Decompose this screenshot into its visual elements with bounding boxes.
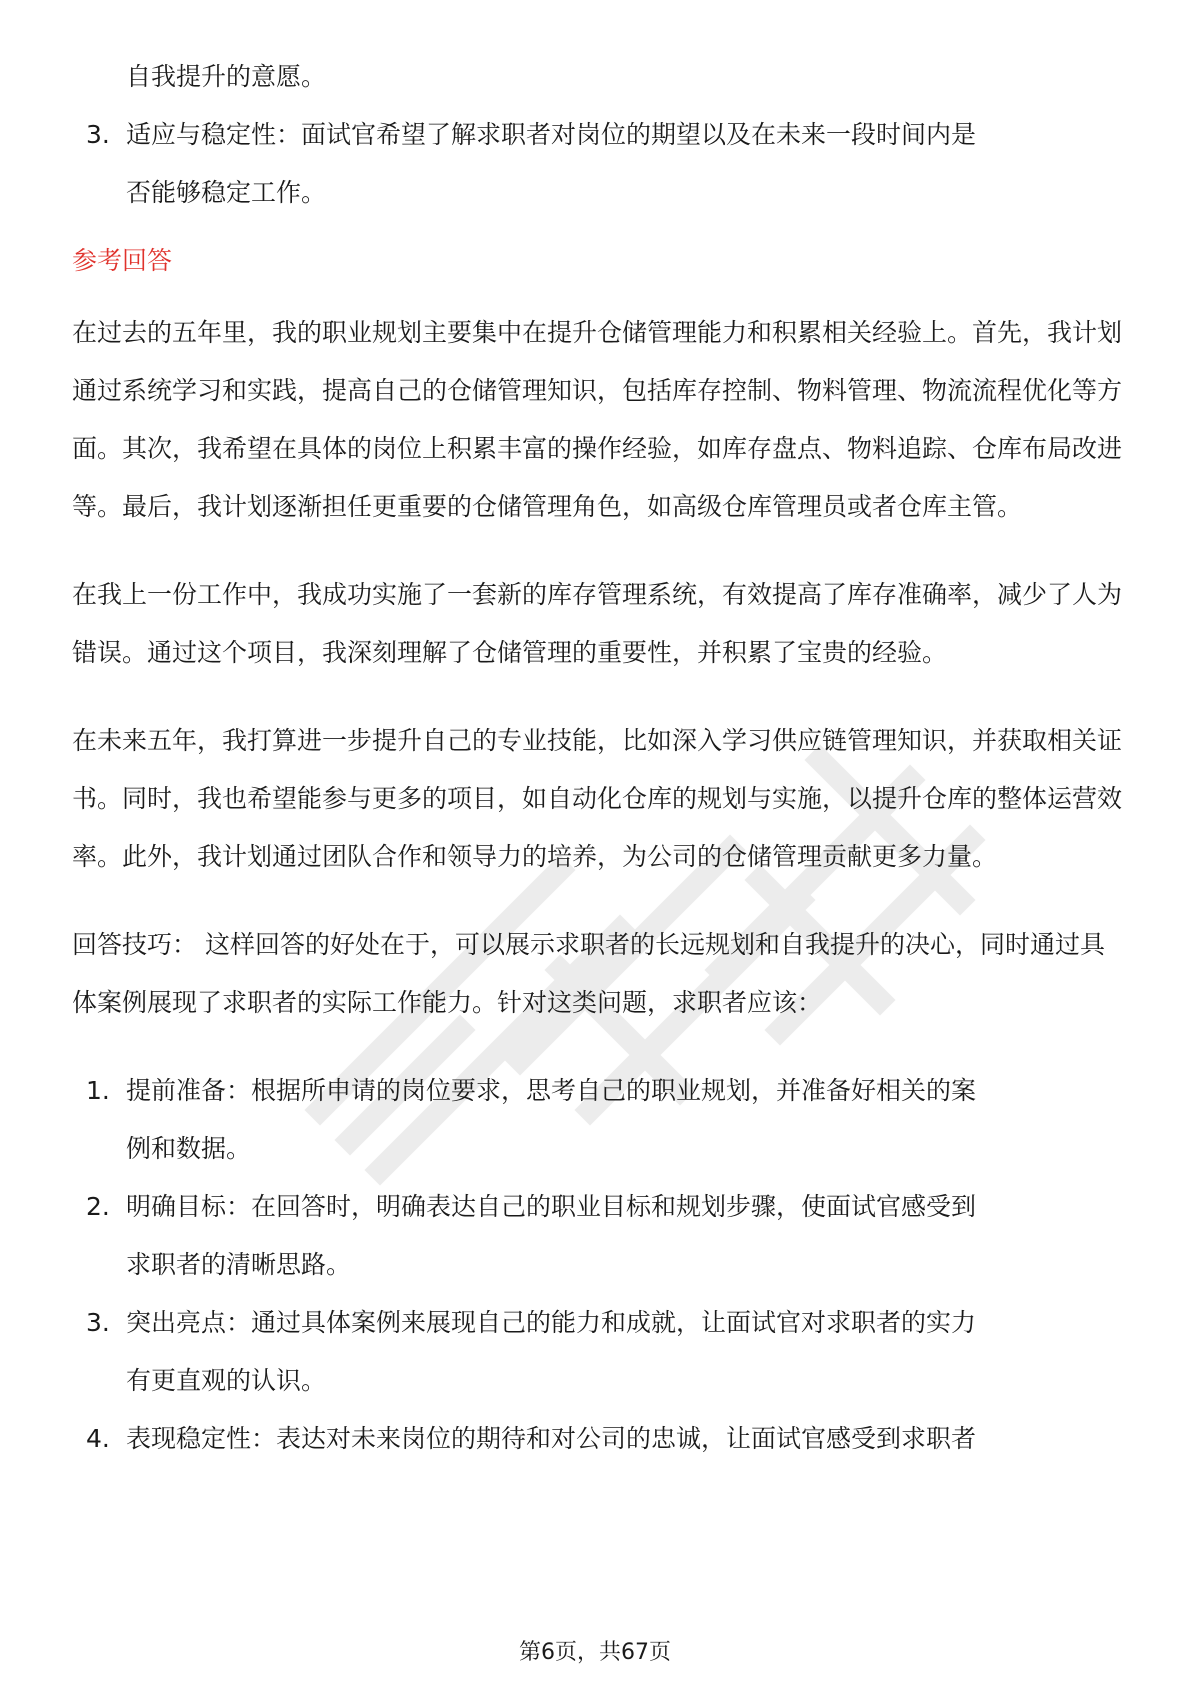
list-number: 3. [86, 120, 110, 149]
tips-intro-paragraph: 回答技巧： 这样回答的好处在于，可以展示求职者的长远规划和自我提升的决心，同时通过具体案例展现了求职者的实际工作能力。针对这类问题，求职者应该： [72, 930, 1105, 1017]
page-content [72, 48, 1122, 1468]
list-item [72, 1178, 1122, 1236]
tips-list [72, 1062, 1122, 1468]
list-item [72, 164, 1122, 222]
list-number: 1. [86, 1076, 110, 1105]
intro-list [72, 48, 1122, 222]
list-number: 3. [86, 1308, 110, 1337]
list-text: 表现稳定性：表达对未来岗位的期待和对公司的忠诚，让面试官感受到求职者 [126, 1424, 977, 1453]
list-continuation: 例和数据。 [126, 1134, 252, 1163]
list-text: 否能够稳定工作。 [126, 178, 327, 207]
answer-paragraph: 在未来五年，我打算进一步提升自己的专业技能，比如深入学习供应链管理知识，并获取相关证书。同时，我也希望能参与更多的项目，如自动化仓库的规划与实施，以提升仓库的整体运营效率。此外，我计划通过团队合作和领导力的培养，为公司的仓储管理贡献更多力量。 [72, 726, 1123, 871]
list-text: 突出亮点：通过具体案例来展现自己的能力和成就，让面试官对求职者的实力 [126, 1308, 977, 1337]
answer-paragraph: 在我上一份工作中，我成功实施了一套新的库存管理系统，有效提高了库存准确率，减少了人为错误。通过这个项目，我深刻理解了仓储管理的重要性，并积累了宝贵的经验。 [72, 580, 1123, 667]
list-item [72, 1062, 1122, 1120]
list-text: 提前准备：根据所申请的岗位要求，思考自己的职业规划，并准备好相关的案 [126, 1076, 977, 1105]
list-continuation: 求职者的清晰思路。 [126, 1250, 352, 1279]
list-item [72, 48, 1122, 106]
list-text: 明确目标：在回答时，明确表达自己的职业目标和规划步骤，使面试官感受到 [126, 1192, 977, 1221]
list-number: 4. [86, 1424, 110, 1453]
list-text: 适应与稳定性：面试官希望了解求职者对岗位的期望以及在未来一段时间内是 [126, 120, 977, 149]
list-text: 自我提升的意愿。 [126, 62, 327, 91]
answer-paragraph: 在过去的五年里，我的职业规划主要集中在提升仓储管理能力和积累相关经验上。首先，我计划通过系统学习和实践，提高自己的仓储管理知识，包括库存控制、物料管理、物流流程优化等方面。其次，我希望在具体的岗位上积累丰富的操作经验，如库存盘点、物料追踪、仓库布局改进等。最后，我计划逐渐担任更重要的仓储管理角色，如高级仓库管理员或者仓库主管。 [72, 318, 1123, 521]
list-number: 2. [86, 1192, 110, 1221]
list-item [72, 1410, 1122, 1468]
list-continuation: 有更直观的认识。 [126, 1366, 327, 1395]
list-item [72, 106, 1122, 164]
list-item [72, 1294, 1122, 1352]
page-number-footer: 第6页，共67页 [519, 1640, 671, 1665]
section-heading: 参考回答 [72, 246, 173, 275]
